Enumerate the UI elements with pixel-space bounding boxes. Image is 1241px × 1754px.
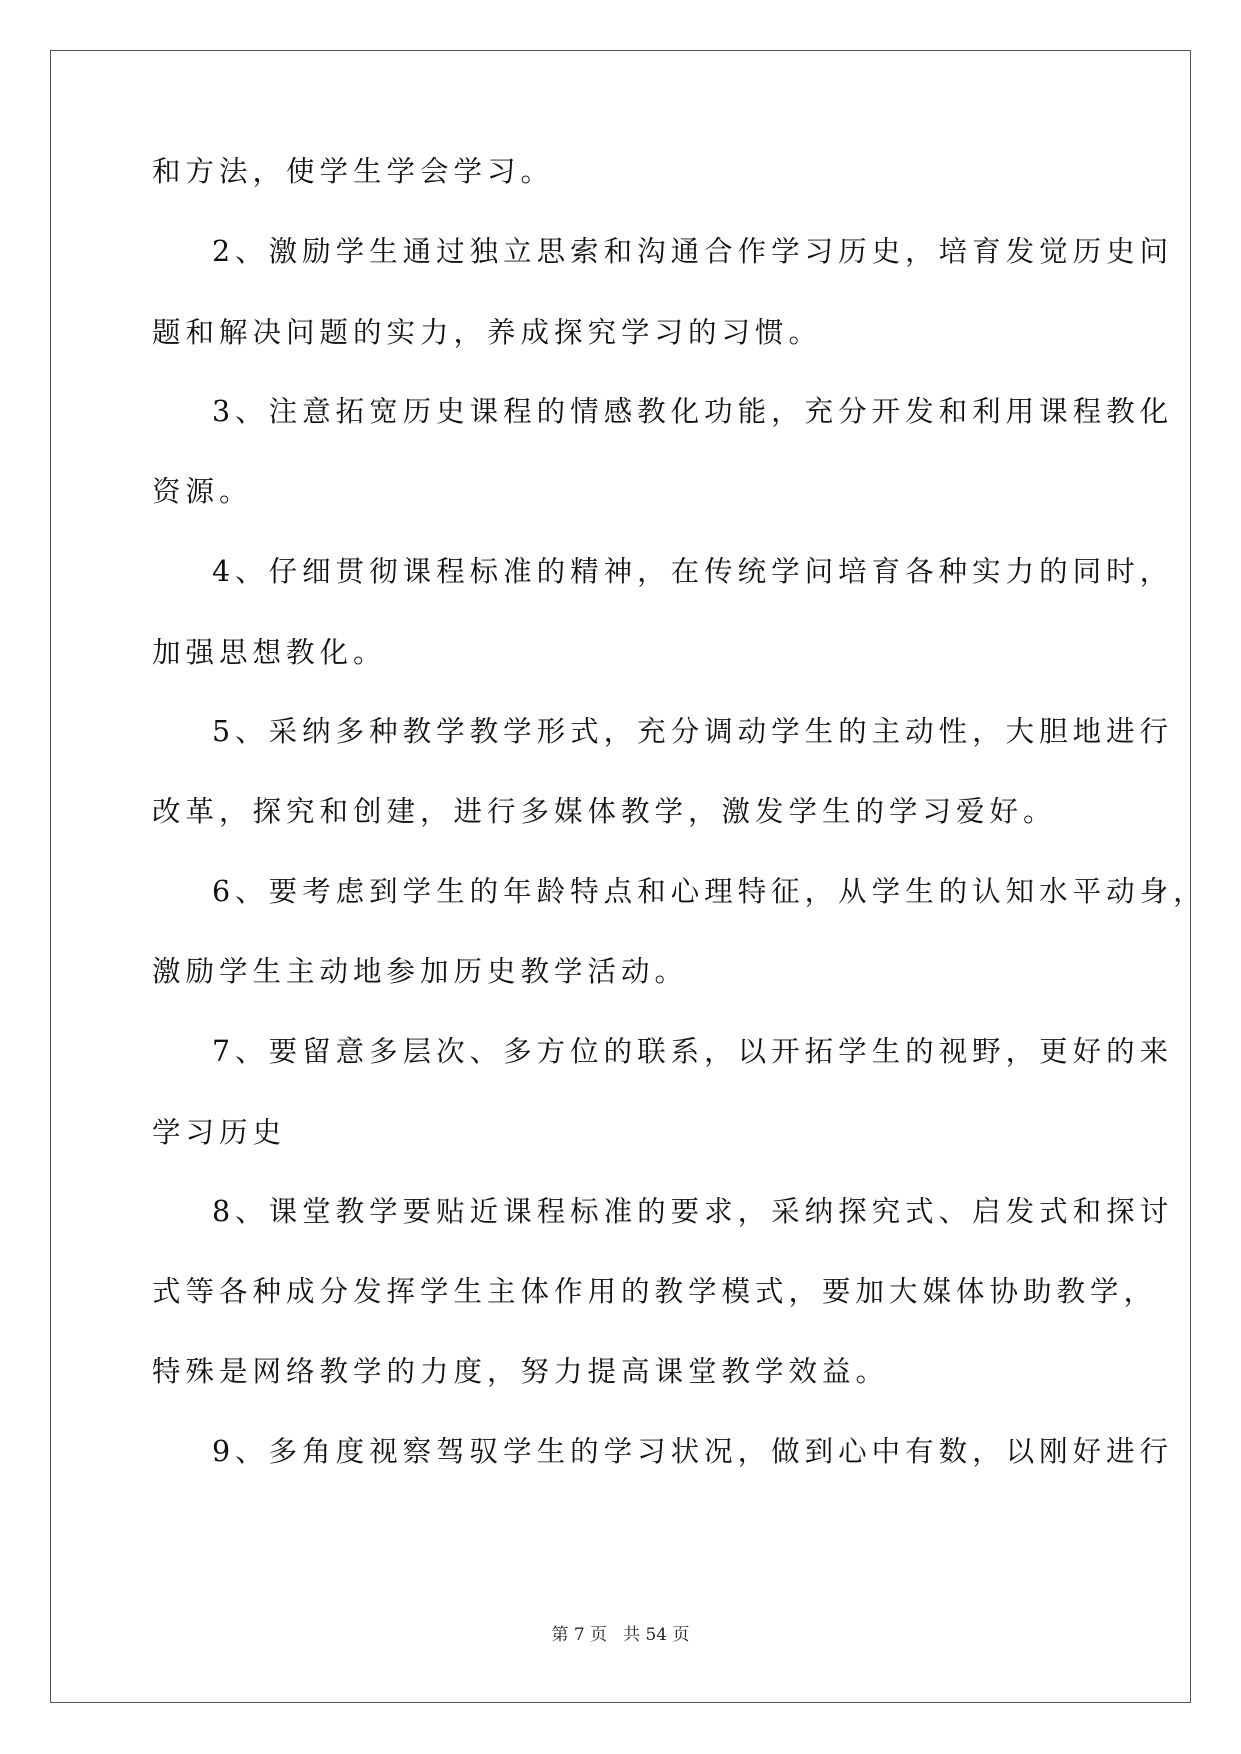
text-line: 7、要留意多层次、多方位的联系，以开拓学生的视野，更好的来 (212, 1035, 1174, 1068)
text-line: 式等各种成分发挥学生主体作用的教学模式，要加大媒体协助教学， (152, 1275, 1158, 1308)
text-line: 4、仔细贯彻课程标准的精神，在传统学问培育各种实力的同时， (212, 555, 1174, 588)
text-line: 改革，探究和创建，进行多媒体教学，激发学生的学习爱好。 (152, 795, 1057, 828)
text-line: 和方法，使学生学会学习。 (152, 155, 555, 188)
text-line: 题和解决问题的实力，养成探究学习的习惯。 (152, 316, 823, 349)
text-line: 9、多角度视察驾驭学生的学习状况，做到心中有数，以刚好进行 (212, 1435, 1174, 1468)
text-line: 特殊是网络教学的力度，努力提高课堂教学效益。 (152, 1355, 890, 1388)
text-line: 学习历史 (152, 1116, 287, 1149)
text-line: 激励学生主动地参加历史教学活动。 (152, 955, 689, 988)
page-number: 第 7 页 (551, 1625, 608, 1645)
text-line: 3、注意拓宽历史课程的情感教化功能，充分开发和利用课程教化 (212, 395, 1174, 428)
text-line: 资源。 (152, 475, 253, 508)
page-footer (0, 1624, 1241, 1646)
text-line: 8、课堂教学要贴近课程标准的要求，采纳探究式、启发式和探讨 (212, 1195, 1174, 1228)
text-line: 5、采纳多种教学教学形式，充分调动学生的主动性，大胆地进行 (212, 715, 1174, 748)
page-total: 共 54 页 (623, 1625, 690, 1645)
text-line: 2、激励学生通过独立思索和沟通合作学习历史，培育发觉历史问 (212, 235, 1174, 268)
text-line: 6、要考虑到学生的年龄特点和心理特征，从学生的认知水平动身， (212, 875, 1207, 908)
text-line: 加强思想教化。 (152, 636, 387, 669)
